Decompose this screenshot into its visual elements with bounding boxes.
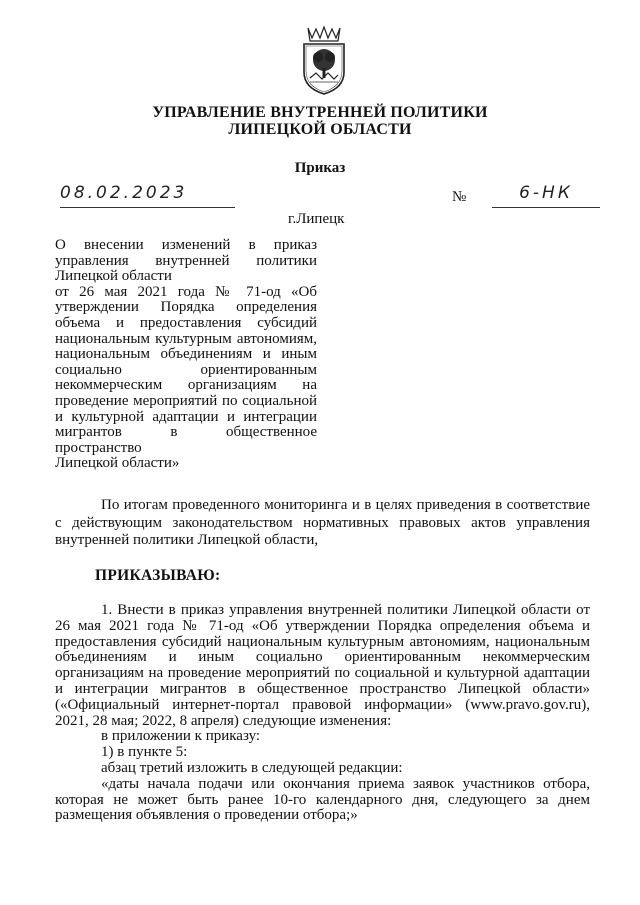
document-date: 08.02.2023 <box>60 183 188 203</box>
document-number: 6-НК <box>519 183 573 203</box>
document-city: г.Липецк <box>288 211 345 227</box>
subject-line: национальным культурным автономиям, <box>55 330 317 347</box>
subject-line: О внесении изменений в приказ <box>55 237 317 253</box>
subject-line: от 26 мая 2021 года № 71-од «Об <box>55 283 317 300</box>
document-date-field <box>60 183 235 208</box>
subject-line: объема и предоставления субсидий <box>55 314 317 331</box>
organization-name-line2: ЛИПЕЦКОЙ ОБЛАСТИ <box>228 121 412 138</box>
subject-line: мигрантов в общественное пространство <box>55 424 317 456</box>
subject-line: Липецкой области <box>55 268 172 285</box>
subject-line: и культурной адаптации и интеграции <box>55 408 317 425</box>
number-label: № <box>452 189 467 205</box>
subject-line: социально ориентированным <box>55 361 317 378</box>
subject-line: проведение мероприятий по социальной <box>55 392 317 409</box>
body-paragraph-2: в приложении к приказу: <box>101 728 261 745</box>
order-word: ПРИКАЗЫВАЮ: <box>95 567 221 584</box>
subject-line: национальным объединениям и иным <box>55 346 317 363</box>
organization-name-line1: УПРАВЛЕНИЕ ВНУТРЕННЕЙ ПОЛИТИКИ <box>152 104 488 121</box>
preamble-paragraph: По итогам проведенного мониторинга и в целях приведения в соответствие с действующим законодательством нормативных правовых актов управления внутренней политики Липецкой области, <box>55 497 590 548</box>
subject-line: Липецкой области» <box>55 455 180 472</box>
document-number-field <box>492 183 600 208</box>
body-paragraph-1: 1. Внести в приказ управления внутренней политики Липецкой области от 26 мая 2021 года № 71-од «Об утверждении Порядка определения объема и предоставления субсидий национальным культурным автономиям, национальным объединениям и иным социально ориентированным некоммерческим организациям на проведение мероприятий по социальной и культурной адаптации и интеграции мигрантов в общественное пространство Липецкой области» («Официальный интернет-портал правовой информации» (www.pravo.gov.ru), 2021, 28 мая; 2022, 8 апреля) следующие изменения: <box>55 602 590 729</box>
subject-line: утверждении Порядка определения <box>55 299 317 316</box>
subject-line: управления внутренней политики <box>55 252 317 269</box>
lipetsk-coat-of-arms-icon <box>298 24 350 96</box>
body-paragraph-4: абзац третий изложить в следующей редакции: <box>101 759 403 776</box>
document-type: Приказ <box>294 160 346 176</box>
body-paragraph-3: 1) в пункте 5: <box>101 744 188 761</box>
document-body <box>55 603 590 824</box>
subject-line: некоммерческим организациям на <box>55 377 317 394</box>
body-paragraph-5: «даты начала подачи или окончания приема заявок участников отбора, которая не может быть ранее 10-го календарного дня, следующего за днем размещения объявления о проведении отбора;» <box>55 775 590 824</box>
document-subject <box>55 238 317 472</box>
